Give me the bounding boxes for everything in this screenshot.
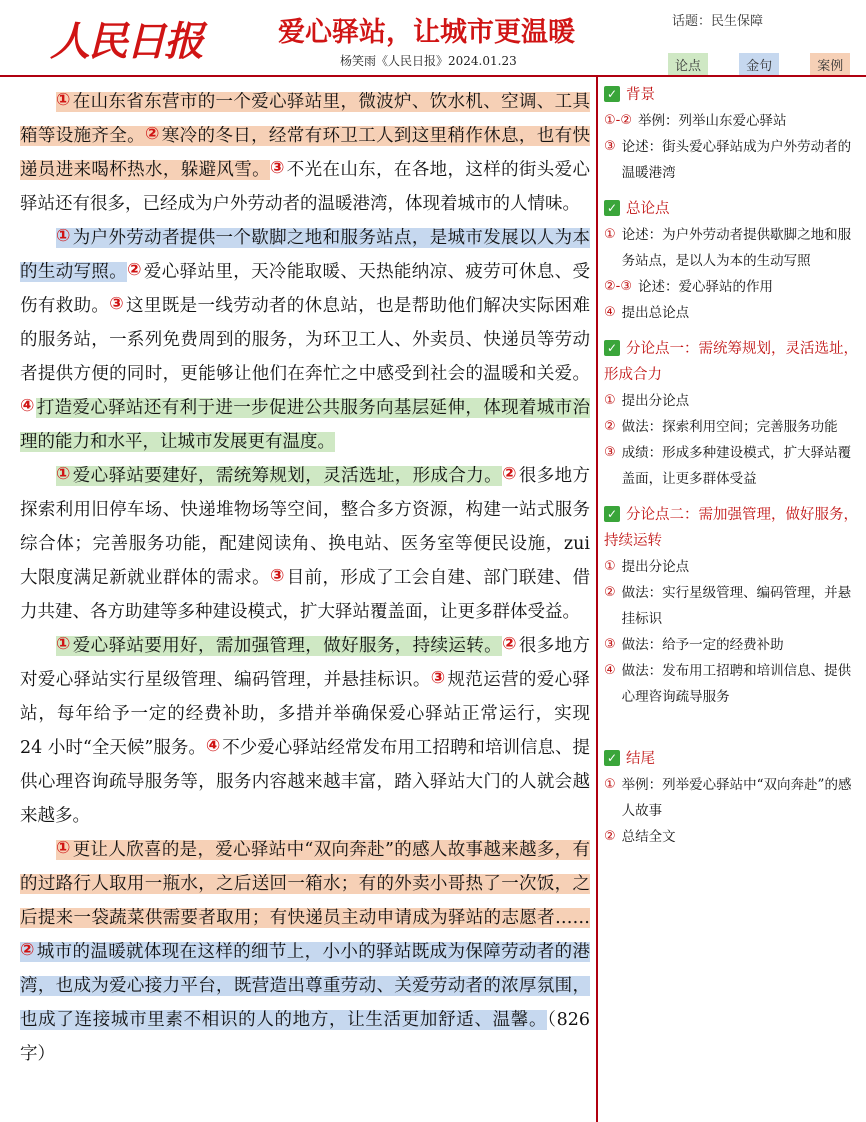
sentence: ① 爱心驿站要建好，需统筹规划，灵活选址，形成合力。: [56, 464, 503, 486]
paragraph-4: ① 爱心驿站要用好，需加强管理，做好服务，持续运转。② 很多地方对爱心驿站实行星级管理、编码管理，并悬挂标识。③ 规范运营的爱心驿站，每年给予一定的经费补助，多措并举确保爱心驿站正常运行，实现 24 小时“全天候”服务。④ 不少爱心驿站经常发布用工招聘和培训信息、提供心理咨询疏导服务等，服务内容越来越丰富，踏入驿站大门的人就会越来越多。: [20, 634, 591, 826]
number-2-icon: ②: [145, 124, 160, 144]
number-2-icon: ②: [127, 260, 142, 280]
paragraph-5: [20, 833, 590, 1071]
header: [0, 0, 866, 78]
sentence: ① 为户外劳动者提供一个歇脚之地和服务站点，是城市发展以人为本的生动写照。: [20, 226, 590, 282]
paragraph-2: ① 为户外劳动者提供一个歇脚之地和服务站点，是城市发展以人为本的生动写照。② 爱心驿站里，天冷能取暖、天热能纳凉、疲劳可休息、受伤有救助。③ 这里既是一线劳动者的休息站，也是帮助他们解决实际困难的服务站，一系列免费周到的服务，为环卫工人、外卖员、快递员等劳动者提供方便的同时，更能够让他们在奔忙之中感受到社会的温暖和关爱。④ 打造爱心驿站还有利于进一步促进公共服务向基层延伸，体现着城市治理的能力和水平，让城市发展更有温度。: [20, 226, 591, 452]
number-1-icon: ①: [56, 90, 71, 110]
number-1-icon: ①: [56, 226, 71, 246]
checkbox-icon: ✓: [604, 506, 620, 522]
sentence: ① 更让人欣喜的是，爱心驿站中“双向奔赴”的感人故事越来越多，有的过路行人取用一瓶水，之后送回一箱水；有的外卖小哥热了一次饭，之后提来一袋蔬菜供需要者取用；有快递员主动申请成为驿站的志愿者……: [20, 838, 590, 928]
number-3-icon: ③: [109, 294, 124, 314]
outline-item: ④ 提出总论点: [604, 305, 690, 321]
number-3-icon: ③: [270, 158, 285, 178]
outline-sidebar: [604, 82, 860, 860]
tag-quote: 金句: [739, 53, 779, 76]
checkbox-icon: ✓: [604, 200, 620, 216]
paragraph-3: ① 爱心驿站要建好，需统筹规划，灵活选址，形成合力。② 很多地方探索利用旧停车场、快递堆物场等空间，整合多方资源，构建一站式服务综合体；完善服务功能，配建阅读角、换电站、医务室等便民设施，zui 大限度满足新就业群体的需求。③ 目前，形成了工会自建、部门联建、借力共建、各方助建等多种建设模式，扩大驿站覆盖面，让更多群体受益。: [20, 464, 591, 622]
outline-section-point-2: ✓ 分论点二：需加强管理，做好服务，持续运转 ① 提出分论点 ② 做法：实行星级管理、编码管理，并悬挂标识 ③ 做法：给予一定的经费补助 ④ 做法：发布用工招聘和培训信息、提供心理咨询疏导服务: [604, 502, 860, 710]
outline-section-background: ✓ 背景 ①-② 举例：列举山东爱心驿站 ③ 论述：街头爱心驿站成为户外劳动者的温暖港湾: [604, 82, 860, 186]
number-2-icon: ②: [502, 464, 517, 484]
outline-item: ③ 论述：街头爱心驿站成为户外劳动者的温暖港湾: [604, 139, 852, 181]
sentence: ② 城市的温暖就体现在这样的细节上，小小的驿站既成为保障劳动者的港湾，也成为爱心接力平台，既营造出尊重劳动、关爱劳动者的浓厚氛围，也成了连接城市里素不相识的人的地方，让生活更加舒适、温馨。: [20, 940, 590, 1030]
outline-item: ④ 做法：发布用工招聘和培训信息、提供心理咨询疏导服务: [604, 663, 852, 705]
tag-argument: 论点: [668, 53, 708, 76]
tag-case: 案例: [810, 53, 850, 76]
checkbox-icon: ✓: [604, 86, 620, 102]
outline-item: ③ 成绩：形成多种建设模式，扩大驿站覆盖面，让更多群体受益: [604, 445, 852, 487]
sentence: ① 在山东省东营市的一个爱心驿站里，微波炉、饮水机、空调、工具箱等设施齐全。② 寒冷的冬日，经常有环卫工人到这里稍作休息，也有快递员进来喝杯热水，躲避风雪。: [20, 90, 591, 180]
number-1-icon: ①: [56, 634, 71, 654]
outline-item: ① 提出分论点: [604, 559, 690, 575]
outline-item: ① 举例：列举爱心驿站中“双向奔赴”的感人故事: [604, 777, 852, 819]
checkbox-icon: ✓: [604, 750, 620, 766]
number-1-icon: ①: [56, 464, 71, 484]
article-body: [20, 85, 590, 1071]
number-4-icon: ④: [205, 736, 221, 756]
checkbox-icon: ✓: [604, 340, 620, 356]
outline-item: ② 总结全文: [604, 829, 676, 845]
number-3-icon: ③: [270, 566, 285, 586]
number-4-icon: ④: [20, 396, 35, 416]
outline-item: ①-② 举例：列举山东爱心驿站: [604, 113, 787, 129]
outline-item: ③ 做法：给予一定的经费补助: [604, 637, 784, 653]
outline-section-thesis: ✓ 总论点 ① 论述：为户外劳动者提供歇脚之地和服务站点，是以人为本的生动写照 ②-③ 论述：爱心驿站的作用 ④ 提出总论点: [604, 196, 860, 326]
topic-label: 话题：民生保障: [672, 14, 764, 29]
header-divider: [0, 75, 866, 77]
sentence: ① 爱心驿站要用好，需加强管理，做好服务，持续运转。: [56, 634, 503, 656]
sentence: 打造爱心驿站还有利于进一步促进公共服务向基层延伸，体现着城市治理的能力和水平，让城市发展更有温度。: [20, 398, 590, 452]
outline-item: ① 论述：为户外劳动者提供歇脚之地和服务站点，是以人为本的生动写照: [604, 227, 852, 269]
word-count: （826 字）: [20, 1010, 591, 1064]
number-1-icon: ①: [56, 838, 71, 858]
outline-item: ① 提出分论点: [604, 393, 690, 409]
outline-item: ② 做法：实行星级管理、编码管理，并悬挂标识: [604, 585, 852, 627]
outline-item: ②-③ 论述：爱心驿站的作用: [604, 279, 773, 295]
number-2-icon: ②: [20, 940, 35, 960]
paragraph-1: ① 在山东省东营市的一个爱心驿站里，微波炉、饮水机、空调、工具箱等设施齐全。② 寒冷的冬日，经常有环卫工人到这里稍作休息，也有快递员进来喝杯热水，躲避风雪。③ 不光在山东，在各地，这样的街头爱心驿站还有很多，已经成为户外劳动者的温暖港湾，体现着城市的人情味。: [20, 90, 591, 214]
byline: 杨笑雨《人民日报》2024.01.23: [340, 54, 517, 68]
article-title: 爱心驿站，让城市更温暖: [278, 17, 575, 48]
outline-section-point-1: ✓ 分论点一：需统筹规划，灵活选址，形成合力 ① 提出分论点 ② 做法：探索利用空间；完善服务功能 ③ 成绩：形成多种建设模式，扩大驿站覆盖面，让更多群体受益: [604, 336, 860, 492]
outline-item: ② 做法：探索利用空间；完善服务功能: [604, 419, 838, 435]
column-divider: [596, 77, 598, 1122]
legend-tags: [668, 53, 850, 76]
outline-section-ending: ✓ 结尾 ① 举例：列举爱心驿站中“双向奔赴”的感人故事 ② 总结全文: [604, 746, 860, 850]
newspaper-logo: 人民日报: [50, 18, 202, 65]
number-3-icon: ③: [430, 668, 446, 688]
number-2-icon: ②: [502, 634, 517, 654]
